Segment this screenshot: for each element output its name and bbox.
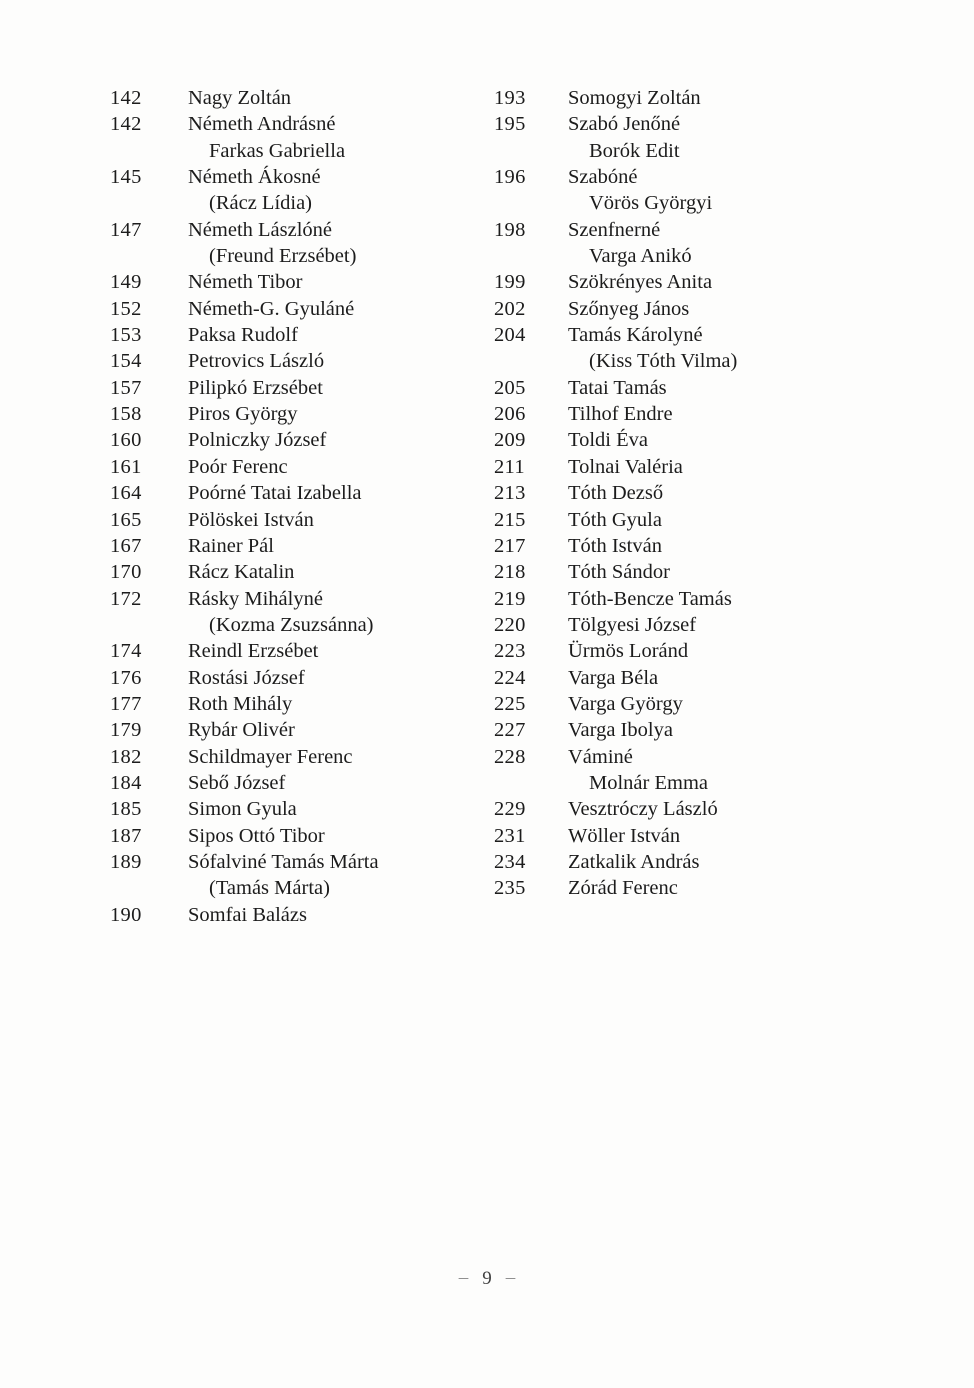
list-item bbox=[494, 744, 876, 797]
entry-page-number: 227 bbox=[494, 719, 526, 742]
entry-name: Tolnai Valéria bbox=[568, 455, 683, 478]
list-item bbox=[494, 296, 876, 322]
entry-name: Rácz Katalin bbox=[188, 561, 295, 584]
list-item bbox=[110, 322, 492, 348]
list-item bbox=[110, 85, 492, 111]
list-item bbox=[110, 796, 492, 822]
list-item bbox=[494, 533, 876, 559]
list-item bbox=[110, 454, 492, 480]
list-item bbox=[494, 875, 876, 901]
entry-name: Szőnyeg János bbox=[568, 297, 690, 320]
entry-name-block bbox=[568, 638, 876, 664]
entry-name-block bbox=[188, 401, 492, 427]
list-item bbox=[110, 849, 492, 902]
entry-name: Tamás Károlyné bbox=[568, 324, 703, 347]
entry-name-block bbox=[568, 507, 876, 533]
entry-name: Szabóné bbox=[568, 166, 638, 189]
entry-page-number: 142 bbox=[110, 87, 142, 109]
entry-name: Rybár Olivér bbox=[188, 719, 295, 742]
list-item bbox=[110, 217, 492, 270]
entry-name: Simon Gyula bbox=[188, 798, 297, 821]
entry-name: Rainer Pál bbox=[188, 534, 274, 557]
entry-page-number: 153 bbox=[110, 324, 142, 347]
list-item bbox=[494, 480, 876, 506]
entry-name-block bbox=[188, 164, 492, 217]
entry-page-number: 205 bbox=[494, 376, 526, 399]
entry-page-number: 213 bbox=[494, 482, 526, 505]
index-column-right bbox=[494, 85, 876, 902]
entry-name-block bbox=[568, 85, 876, 111]
entry-name: Schildmayer Ferenc bbox=[188, 745, 353, 768]
entry-page-number: 174 bbox=[110, 640, 142, 663]
entry-page-number: 193 bbox=[494, 87, 526, 109]
list-item bbox=[494, 111, 876, 164]
entry-name-block bbox=[568, 665, 876, 691]
entry-name: Polniczky József bbox=[188, 429, 327, 452]
list-item bbox=[494, 717, 876, 743]
entry-name-block bbox=[188, 559, 492, 585]
list-item bbox=[494, 823, 876, 849]
entry-name-block bbox=[188, 269, 492, 295]
entry-name: Zórád Ferenc bbox=[568, 877, 678, 900]
entry-name-block bbox=[568, 744, 876, 797]
entry-page-number: 149 bbox=[110, 271, 142, 294]
list-item bbox=[494, 164, 876, 217]
entry-name: Ürmös Loránd bbox=[568, 640, 689, 663]
entry-page-number: 187 bbox=[110, 824, 142, 847]
entry-subname: (Freund Erzsébet) bbox=[209, 245, 357, 268]
entry-page-number: 190 bbox=[110, 903, 142, 926]
entry-page-number: 170 bbox=[110, 561, 142, 584]
entry-name: Németh-G. Gyuláné bbox=[188, 297, 355, 320]
entry-name: Tilhof Endre bbox=[568, 403, 673, 426]
entry-page-number: 167 bbox=[110, 534, 142, 557]
entry-name: Németh Ákosné bbox=[188, 166, 321, 189]
list-item bbox=[110, 638, 492, 664]
entry-name-block bbox=[568, 691, 876, 717]
entry-page-number: 177 bbox=[110, 692, 142, 715]
entry-page-number: 223 bbox=[494, 640, 526, 663]
entry-page-number: 198 bbox=[494, 218, 526, 241]
list-item bbox=[494, 638, 876, 664]
entry-name: Németh Andrásné bbox=[188, 113, 336, 136]
list-item bbox=[494, 454, 876, 480]
list-item bbox=[494, 269, 876, 295]
index-column-left bbox=[110, 85, 492, 928]
entry-name: Petrovics László bbox=[188, 350, 325, 373]
entry-name-block bbox=[568, 111, 876, 164]
entry-page-number: 176 bbox=[110, 666, 142, 689]
entry-name: Sófalviné Tamás Márta bbox=[188, 850, 379, 873]
entry-name-block bbox=[568, 875, 876, 901]
entry-page-number: 211 bbox=[494, 455, 525, 478]
entry-name: Paksa Rudolf bbox=[188, 324, 298, 347]
entry-page-number: 234 bbox=[494, 850, 526, 873]
entry-name-block bbox=[188, 296, 492, 322]
entry-page-number: 209 bbox=[494, 429, 526, 452]
entry-page-number: 147 bbox=[110, 218, 142, 241]
entry-name: Tölgyesi József bbox=[568, 613, 697, 636]
list-item bbox=[110, 348, 492, 374]
entry-page-number: 219 bbox=[494, 587, 526, 610]
entry-name-block bbox=[188, 770, 492, 796]
list-item bbox=[494, 612, 876, 638]
entry-name: Pilipkó Erzsébet bbox=[188, 376, 323, 399]
list-item bbox=[494, 322, 876, 375]
entry-name: Németh Lászlóné bbox=[188, 218, 333, 241]
entry-page-number: 231 bbox=[494, 824, 526, 847]
list-item bbox=[494, 849, 876, 875]
entry-name-block bbox=[568, 454, 876, 480]
entry-name-block bbox=[188, 744, 492, 770]
entry-name: Váminé bbox=[568, 745, 633, 768]
page-number: 9 bbox=[482, 1268, 492, 1289]
entry-page-number: 182 bbox=[110, 745, 142, 768]
entry-name: Sipos Ottó Tibor bbox=[188, 824, 325, 847]
entry-name-block bbox=[568, 612, 876, 638]
list-item bbox=[110, 401, 492, 427]
entry-subname: Varga Anikó bbox=[589, 245, 692, 268]
list-item bbox=[110, 269, 492, 295]
entry-name-block bbox=[188, 375, 492, 401]
entry-name-block bbox=[188, 823, 492, 849]
entry-name-block bbox=[188, 217, 492, 270]
entry-page-number: 158 bbox=[110, 403, 142, 426]
entry-name: Rostási József bbox=[188, 666, 305, 689]
entry-name-block bbox=[188, 691, 492, 717]
entry-name-block bbox=[568, 849, 876, 875]
entry-name: Wöller István bbox=[568, 824, 681, 847]
entry-name: Szökrényes Anita bbox=[568, 271, 713, 294]
page-footer bbox=[0, 1266, 974, 1292]
entry-name: Tatai Tamás bbox=[568, 376, 667, 399]
entry-page-number: 229 bbox=[494, 798, 526, 821]
entry-page-number: 160 bbox=[110, 429, 142, 452]
entry-name-block bbox=[188, 902, 492, 928]
entry-subname: Molnár Emma bbox=[589, 771, 708, 794]
entry-name: Tóth Gyula bbox=[568, 508, 662, 531]
entry-name: Tóth Dezső bbox=[568, 482, 664, 505]
list-item bbox=[110, 586, 492, 639]
entry-page-number: 184 bbox=[110, 771, 142, 794]
list-item bbox=[494, 401, 876, 427]
entry-page-number: 215 bbox=[494, 508, 526, 531]
entry-name: Szenfnerné bbox=[568, 218, 661, 241]
entry-name: Tóth István bbox=[568, 534, 662, 557]
entry-page-number: 228 bbox=[494, 745, 526, 768]
entry-name: Poórné Tatai Izabella bbox=[188, 482, 362, 505]
entry-name-block bbox=[188, 427, 492, 453]
entry-subname: Vörös Györgyi bbox=[589, 192, 713, 215]
entry-page-number: 154 bbox=[110, 350, 142, 373]
list-item bbox=[494, 427, 876, 453]
entry-page-number: 217 bbox=[494, 534, 526, 557]
entry-name: Zatkalik András bbox=[568, 850, 700, 873]
list-item bbox=[110, 717, 492, 743]
entry-name: Toldi Éva bbox=[568, 429, 648, 452]
entry-page-number: 202 bbox=[494, 297, 526, 320]
entry-page-number: 220 bbox=[494, 613, 526, 636]
entry-name: Varga Ibolya bbox=[568, 719, 673, 742]
entry-page-number: 206 bbox=[494, 403, 526, 426]
entry-name-block bbox=[568, 586, 876, 612]
entry-name: Piros György bbox=[188, 403, 298, 426]
entry-subname: Farkas Gabriella bbox=[209, 139, 346, 162]
entry-name: Vesztróczy László bbox=[568, 798, 718, 821]
entry-name-block bbox=[188, 586, 492, 639]
entry-name: Tóth Sándor bbox=[568, 561, 670, 584]
entry-name-block bbox=[188, 849, 492, 902]
list-item bbox=[494, 559, 876, 585]
entry-name: Somfai Balázs bbox=[188, 903, 307, 926]
entry-name: Varga Béla bbox=[568, 666, 659, 689]
entry-name-block bbox=[188, 348, 492, 374]
entry-name: Roth Mihály bbox=[188, 692, 293, 715]
entry-page-number: 196 bbox=[494, 166, 526, 189]
entry-name-block bbox=[568, 533, 876, 559]
entry-page-number: 225 bbox=[494, 692, 526, 715]
entry-page-number: 157 bbox=[110, 376, 142, 399]
entry-name-block bbox=[568, 427, 876, 453]
list-item bbox=[110, 559, 492, 585]
entry-page-number: 185 bbox=[110, 798, 142, 821]
list-item bbox=[110, 770, 492, 796]
entry-page-number: 235 bbox=[494, 877, 526, 900]
entry-name-block bbox=[188, 717, 492, 743]
entry-page-number: 199 bbox=[494, 271, 526, 294]
list-item bbox=[494, 507, 876, 533]
entry-page-number: 218 bbox=[494, 561, 526, 584]
entry-name-block bbox=[188, 480, 492, 506]
entry-name-block bbox=[568, 164, 876, 217]
entry-name-block bbox=[188, 85, 492, 111]
list-item bbox=[110, 375, 492, 401]
entry-name: Tóth-Bencze Tamás bbox=[568, 587, 732, 610]
entry-name: Somogyi Zoltán bbox=[568, 87, 701, 109]
entry-page-number: 224 bbox=[494, 666, 526, 689]
entry-name: Varga György bbox=[568, 692, 683, 715]
list-item bbox=[110, 427, 492, 453]
entry-subname: (Tamás Márta) bbox=[209, 877, 330, 900]
entry-page-number: 172 bbox=[110, 587, 142, 610]
list-item bbox=[110, 665, 492, 691]
entry-name-block bbox=[188, 796, 492, 822]
entry-name-block bbox=[188, 533, 492, 559]
entry-name: Németh Tibor bbox=[188, 271, 303, 294]
entry-name: Szabó Jenőné bbox=[568, 113, 681, 136]
entry-subname: (Rácz Lídia) bbox=[209, 192, 313, 215]
entry-name-block bbox=[568, 796, 876, 822]
list-item bbox=[494, 665, 876, 691]
entry-name: Sebő József bbox=[188, 771, 286, 794]
entry-subname: Borók Edit bbox=[589, 139, 680, 162]
list-item bbox=[494, 586, 876, 612]
list-item bbox=[110, 744, 492, 770]
footer-right-dash: – bbox=[505, 1267, 516, 1288]
entry-page-number: 164 bbox=[110, 482, 142, 505]
list-item bbox=[110, 111, 492, 164]
entry-name-block bbox=[568, 296, 876, 322]
entry-name: Nagy Zoltán bbox=[188, 87, 292, 109]
entry-name-block bbox=[568, 559, 876, 585]
list-item bbox=[494, 796, 876, 822]
entry-name-block bbox=[188, 454, 492, 480]
list-item bbox=[494, 217, 876, 270]
entry-name-block bbox=[188, 665, 492, 691]
entry-name: Poór Ferenc bbox=[188, 455, 288, 478]
list-item bbox=[110, 691, 492, 717]
list-item bbox=[494, 85, 876, 111]
list-item bbox=[110, 164, 492, 217]
entry-page-number: 145 bbox=[110, 166, 142, 189]
entry-name: Reindl Erzsébet bbox=[188, 640, 319, 663]
entry-name-block bbox=[568, 401, 876, 427]
list-item bbox=[110, 533, 492, 559]
entry-page-number: 204 bbox=[494, 324, 526, 347]
entry-name: Pölöskei István bbox=[188, 508, 314, 531]
entry-page-number: 152 bbox=[110, 297, 142, 320]
entry-page-number: 165 bbox=[110, 508, 142, 531]
entry-name-block bbox=[188, 638, 492, 664]
list-item bbox=[110, 507, 492, 533]
entry-name-block bbox=[568, 217, 876, 270]
entry-name-block bbox=[188, 507, 492, 533]
entry-name-block bbox=[568, 322, 876, 375]
list-item bbox=[110, 902, 492, 928]
entry-subname: (Kiss Tóth Vilma) bbox=[589, 350, 738, 373]
entry-name: Rásky Mihályné bbox=[188, 587, 323, 610]
entry-name-block bbox=[188, 111, 492, 164]
entry-page-number: 161 bbox=[110, 455, 142, 478]
entry-name-block bbox=[568, 269, 876, 295]
entry-subname: (Kozma Zsuzsánna) bbox=[209, 613, 374, 636]
footer-left-dash: – bbox=[458, 1267, 469, 1288]
entry-page-number: 179 bbox=[110, 719, 142, 742]
entry-name-block bbox=[568, 480, 876, 506]
list-item bbox=[494, 691, 876, 717]
entry-page-number: 189 bbox=[110, 850, 142, 873]
list-item bbox=[110, 480, 492, 506]
list-item bbox=[110, 823, 492, 849]
entry-name-block bbox=[188, 322, 492, 348]
entry-name-block bbox=[568, 717, 876, 743]
entry-name-block bbox=[568, 823, 876, 849]
entry-page-number: 195 bbox=[494, 113, 526, 136]
list-item bbox=[110, 296, 492, 322]
entry-page-number: 142 bbox=[110, 113, 142, 136]
list-item bbox=[494, 375, 876, 401]
entry-name-block bbox=[568, 375, 876, 401]
